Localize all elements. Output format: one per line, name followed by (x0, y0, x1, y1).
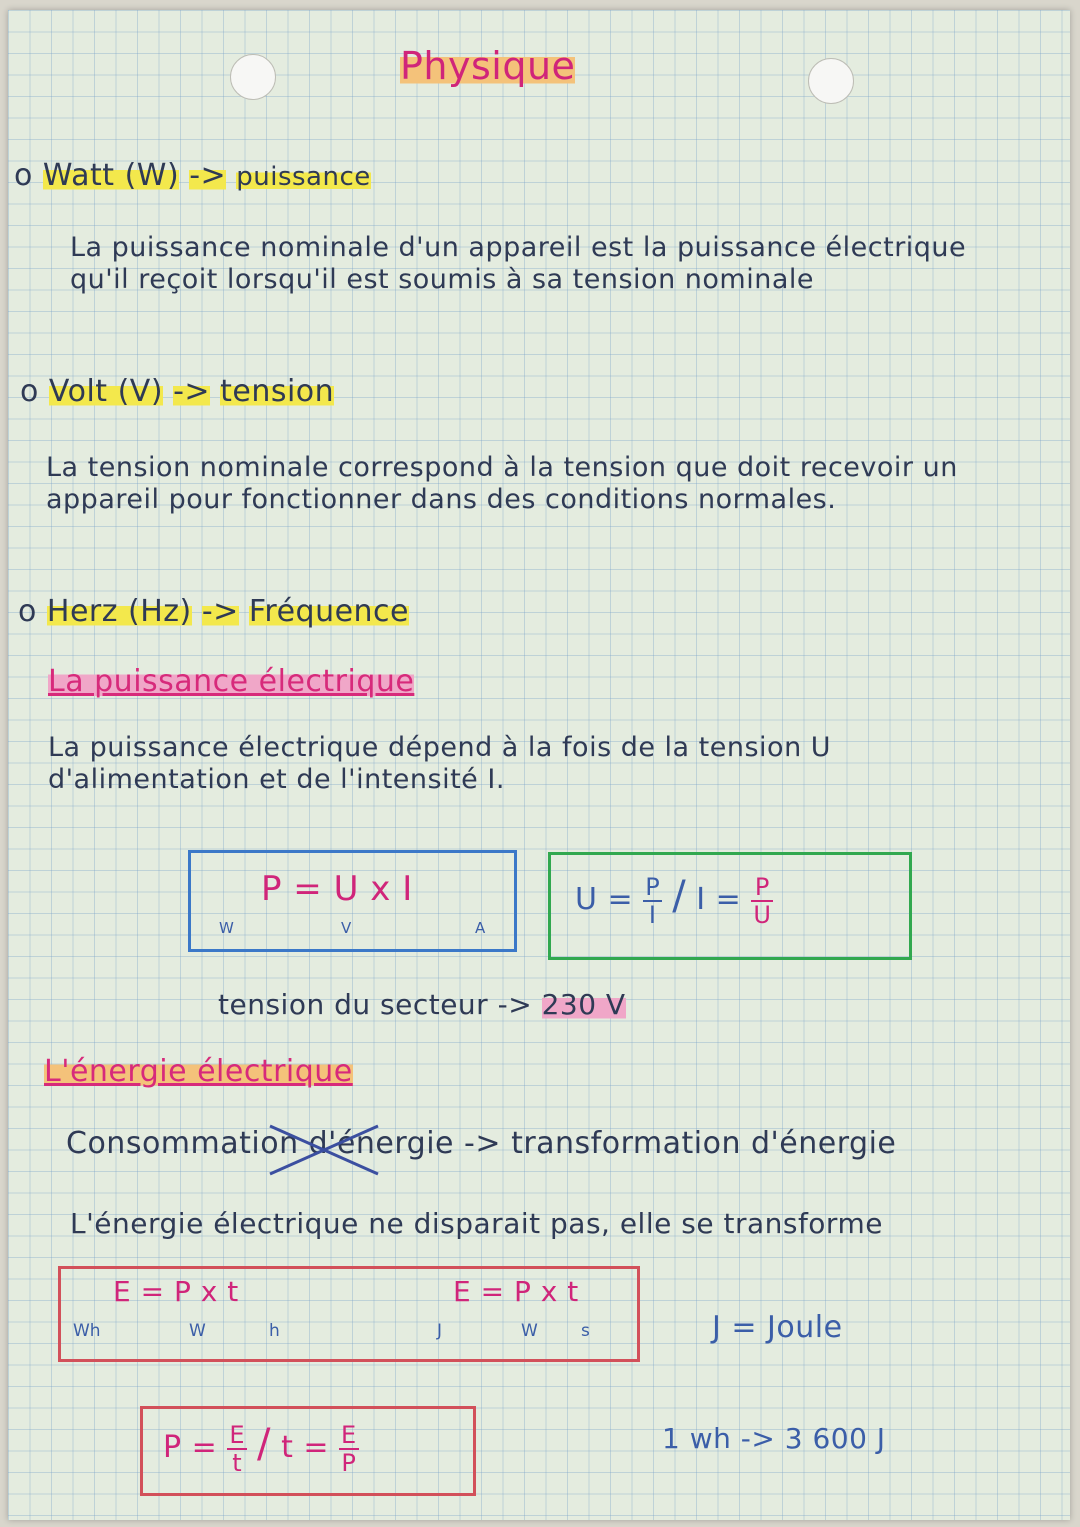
numerator: E (341, 1420, 357, 1449)
denominator: I (648, 900, 657, 929)
u-label: U = (575, 882, 634, 917)
secteur-label: tension du secteur (218, 988, 489, 1021)
bullet-marker: o (14, 158, 33, 193)
fraction-p-over-u (751, 874, 773, 928)
numerator: P (751, 874, 773, 902)
section-heading-puissance: La puissance électrique (48, 664, 415, 699)
denominator: P (341, 1448, 357, 1477)
unit-label-wh: Wh (73, 1321, 101, 1341)
arrow: -> (497, 988, 533, 1021)
bullet-volt (20, 374, 334, 409)
crossed-text: Consommation d'énergie (66, 1126, 454, 1161)
formula-p-and-t (163, 1421, 359, 1476)
formula-e-pt-joule: E = P x t (453, 1275, 579, 1308)
unit-label-s: s (581, 1321, 590, 1341)
unit-watt: Watt (W) (42, 158, 180, 193)
energy-transformation-line (66, 1126, 896, 1161)
i-label: I = (696, 882, 742, 917)
bullet-marker: o (20, 374, 39, 409)
formula-box-power (188, 850, 517, 952)
unit-label-w: W (521, 1321, 538, 1341)
formula-box-derived (548, 852, 912, 960)
fraction-e-over-t (227, 1422, 247, 1476)
unit-label-w: W (189, 1321, 206, 1341)
transformation-text: transformation d'énergie (511, 1126, 897, 1161)
punch-hole-right (808, 58, 854, 104)
p-label: P = (163, 1430, 218, 1465)
bullet-marker: o (18, 594, 37, 629)
denominator: U (753, 900, 772, 929)
formula-e-pt-wh: E = P x t (113, 1275, 239, 1308)
unit-herz: Herz (Hz) (46, 594, 192, 629)
cross-out-mark (266, 1122, 386, 1178)
fraction-p-over-i (643, 874, 662, 928)
quantity-tension: tension (220, 374, 335, 409)
notebook-page (8, 10, 1070, 1520)
unit-label-j: J (437, 1321, 443, 1341)
secteur-value: 230 V (541, 988, 626, 1021)
note-joule: J = Joule (712, 1310, 843, 1345)
numerator: E (229, 1420, 245, 1449)
page-title: Physique (400, 44, 576, 88)
formula-p-ui: P = U x I (261, 869, 413, 909)
t-label: t = (281, 1430, 329, 1465)
bullet-herz (18, 594, 409, 629)
bullet-watt (14, 158, 371, 193)
numerator: P (645, 872, 661, 901)
quantity-frequence: Fréquence (248, 594, 410, 629)
unit-label-w: W (219, 919, 234, 937)
fraction-e-over-p (339, 1422, 359, 1476)
paragraph-puissance-nominale: La puissance nominale d'un appareil est la puissance électrique qu'il reçoit lorsqu'il est soumis à sa tension nominale (70, 232, 967, 295)
note-conversion: 1 wh -> 3 600 J (662, 1422, 886, 1455)
paragraph-puissance-depend: La puissance électrique dépend à la fois de la tension U d'alimentation et de l'intensité I. (48, 732, 832, 795)
punch-hole-left (230, 54, 276, 100)
formula-u-and-i (575, 873, 773, 928)
unit-label-v: V (341, 919, 352, 937)
arrow: -> (189, 158, 227, 193)
separator: / (257, 1421, 272, 1467)
unit-volt: Volt (V) (48, 374, 164, 409)
quantity-puissance: puissance (236, 162, 371, 192)
unit-label-a: A (475, 919, 486, 937)
formula-box-energy (58, 1266, 640, 1362)
tension-secteur-line (218, 988, 626, 1021)
paragraph-tension-nominale: La tension nominale correspond à la tension que doit recevoir un appareil pour fonctionner dans des conditions normales. (46, 452, 958, 515)
formula-box-power-time (140, 1406, 476, 1496)
unit-label-h: h (269, 1321, 280, 1341)
arrow: -> (464, 1126, 502, 1161)
section-heading-energie: L'énergie électrique (44, 1054, 353, 1089)
crossed-consommation (66, 1126, 464, 1161)
paragraph-energie-statement: L'énergie électrique ne disparait pas, elle se transforme (70, 1207, 883, 1240)
arrow: -> (201, 594, 239, 629)
separator: / (672, 873, 687, 919)
denominator: t (232, 1448, 243, 1477)
arrow: -> (173, 374, 211, 409)
